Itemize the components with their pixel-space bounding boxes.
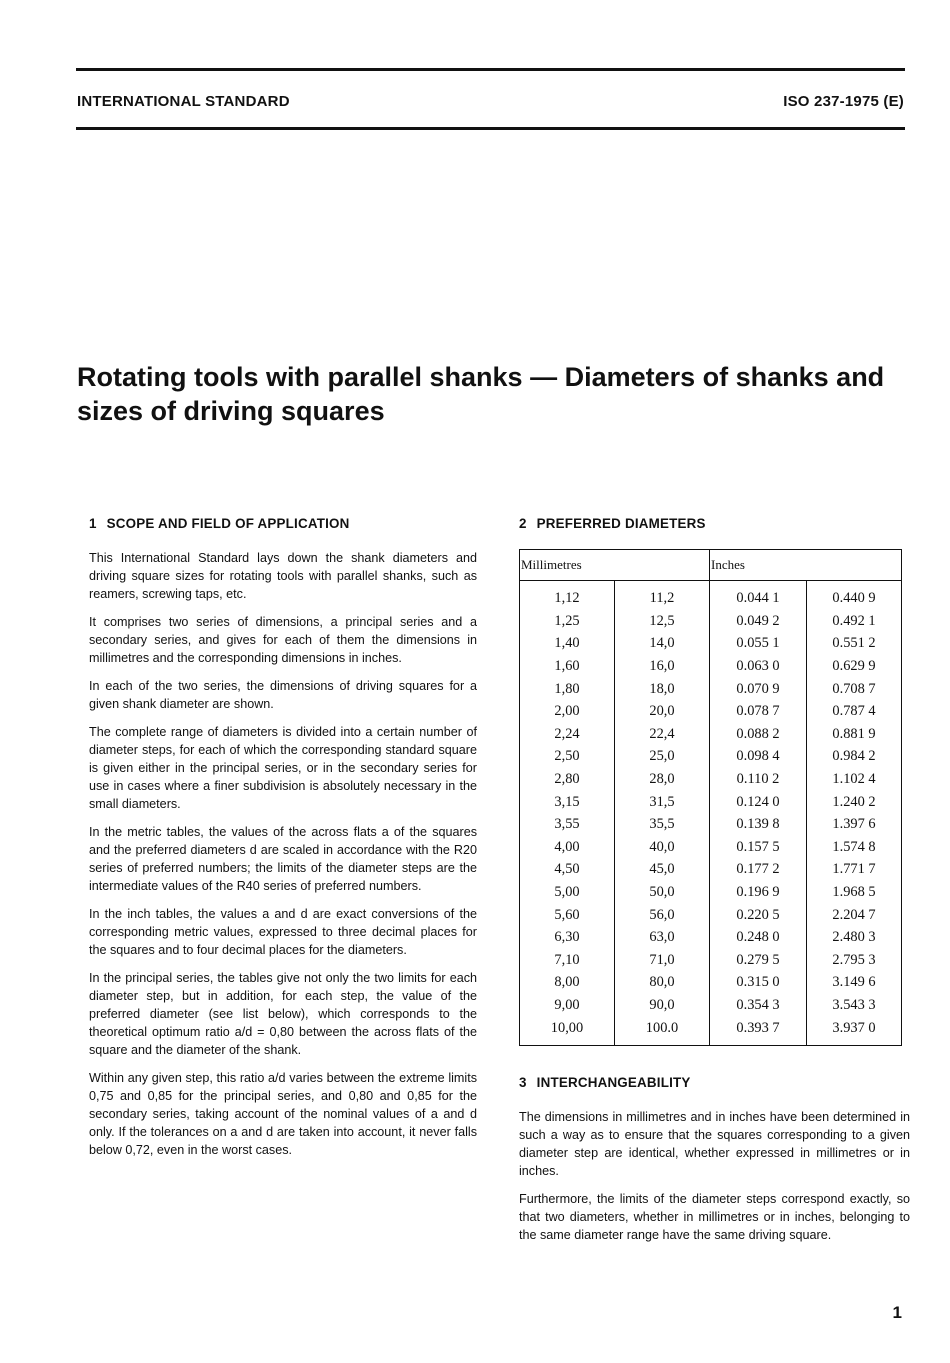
table-cell: 0.139 8 bbox=[710, 813, 807, 836]
section-1-paragraph: It comprises two series of dimensions, a principal series and a secondary series, and gives for each of them the dimensions in millimetres and the corresponding dimensions in inches. bbox=[89, 615, 477, 665]
table-row bbox=[520, 700, 902, 723]
table-cell: 0.088 2 bbox=[710, 723, 807, 746]
section-2-heading bbox=[519, 515, 910, 533]
header-bottom-rule bbox=[76, 127, 905, 130]
table-cell: 0.881 9 bbox=[807, 723, 902, 746]
table-row bbox=[520, 581, 902, 610]
table-cell: 28,0 bbox=[615, 768, 710, 791]
table-cell: 0.196 9 bbox=[710, 881, 807, 904]
table-cell: 0.177 2 bbox=[710, 858, 807, 881]
table-cell: 4,00 bbox=[520, 836, 615, 859]
table-cell: 45,0 bbox=[615, 858, 710, 881]
table-row bbox=[520, 836, 902, 859]
table-cell: 90,0 bbox=[615, 994, 710, 1017]
table-row bbox=[520, 790, 902, 813]
table-cell: 9,00 bbox=[520, 994, 615, 1017]
section-1-paragraph: The complete range of diameters is divided into a certain number of diameter steps, for each of which the corresponding standard square is given either in the principal series, or in the secondary series for use in cases where a finer subdivision is absolutely necessary in the small diameters. bbox=[89, 725, 477, 811]
table-cell: 11,2 bbox=[615, 581, 710, 610]
preferred-diameters-table bbox=[519, 549, 902, 1046]
table-cell: 2,50 bbox=[520, 745, 615, 768]
table-cell: 12,5 bbox=[615, 610, 710, 633]
table-body bbox=[520, 581, 902, 1046]
table-row bbox=[520, 994, 902, 1017]
section-3-heading bbox=[519, 1074, 910, 1092]
table-cell: 18,0 bbox=[615, 677, 710, 700]
table-cell: 100.0 bbox=[615, 1016, 710, 1045]
left-column bbox=[89, 515, 477, 1169]
table-cell: 2,00 bbox=[520, 700, 615, 723]
table-cell: 4,50 bbox=[520, 858, 615, 881]
table-cell: 2,80 bbox=[520, 768, 615, 791]
table-row bbox=[520, 949, 902, 972]
section-3-paragraph: The dimensions in millimetres and in inches have been determined in such a way as to ensure that the squares corresponding to a given diameter step are identical, whether expressed in millimetres or in inches. bbox=[519, 1109, 910, 1178]
table-cell: 0.049 2 bbox=[710, 610, 807, 633]
table-cell: 1,80 bbox=[520, 677, 615, 700]
table-cell: 0.248 0 bbox=[710, 926, 807, 949]
table-cell: 1,25 bbox=[520, 610, 615, 633]
document-title: Rotating tools with parallel shanks — Diameters of shanks and sizes of driving squares bbox=[77, 362, 885, 426]
table-row bbox=[520, 926, 902, 949]
table-cell: 16,0 bbox=[615, 655, 710, 678]
table-cell: 5,60 bbox=[520, 903, 615, 926]
section-3-number: 3 bbox=[519, 1074, 527, 1090]
table-row bbox=[520, 881, 902, 904]
table-cell: 0.110 2 bbox=[710, 768, 807, 791]
table-cell: 56,0 bbox=[615, 903, 710, 926]
table-row bbox=[520, 768, 902, 791]
section-1-heading bbox=[89, 515, 477, 533]
table-cell: 8,00 bbox=[520, 971, 615, 994]
table-cell: 6,30 bbox=[520, 926, 615, 949]
table-cell: 0.787 4 bbox=[807, 700, 902, 723]
header-top-rule bbox=[76, 68, 905, 71]
table-cell: 1.102 4 bbox=[807, 768, 902, 791]
table-cell: 20,0 bbox=[615, 700, 710, 723]
table-cell: 2.480 3 bbox=[807, 926, 902, 949]
table-cell: 3.937 0 bbox=[807, 1016, 902, 1045]
section-1-paragraph: In the inch tables, the values a and d are exact conversions of the corresponding metric values, expressed to three decimal places for the squares and to four decimal places for the diameters. bbox=[89, 907, 477, 957]
table-cell: 5,00 bbox=[520, 881, 615, 904]
section-2-title: PREFERRED DIAMETERS bbox=[536, 516, 706, 531]
section-1-paragraph: In the principal series, the tables give not only the two limits for each diameter step, but in addition, for each step, the value of the preferred diameter (see list below), which corresponds to the theoretical optimum ratio a/d = 0,80 between the across flats of the square and the diameter of the shank. bbox=[89, 971, 477, 1057]
table-cell: 10,00 bbox=[520, 1016, 615, 1045]
table-cell: 3,55 bbox=[520, 813, 615, 836]
table-row bbox=[520, 858, 902, 881]
table-cell: 0.044 1 bbox=[710, 581, 807, 610]
section-3-title: INTERCHANGEABILITY bbox=[536, 1074, 691, 1090]
table-cell: 50,0 bbox=[615, 881, 710, 904]
table-cell: 2.204 7 bbox=[807, 903, 902, 926]
table-cell: 40,0 bbox=[615, 836, 710, 859]
table-cell: 1.240 2 bbox=[807, 790, 902, 813]
table-cell: 63,0 bbox=[615, 926, 710, 949]
table-row bbox=[520, 813, 902, 836]
table-cell: 1.574 8 bbox=[807, 836, 902, 859]
table-row bbox=[520, 610, 902, 633]
table-row bbox=[520, 632, 902, 655]
inches-header: Inches bbox=[710, 550, 902, 581]
table-cell: 1.397 6 bbox=[807, 813, 902, 836]
table-cell: 0.708 7 bbox=[807, 677, 902, 700]
table-cell: 71,0 bbox=[615, 949, 710, 972]
table-cell: 0.063 0 bbox=[710, 655, 807, 678]
section-1-paragraph: In the metric tables, the values of the across flats a of the squares and the preferred diameters d are scaled in accordance with the R20 series of preferred numbers; the limits of the diameter steps are the intermediate values of the R40 series of preferred numbers. bbox=[89, 825, 477, 893]
table-cell: 0.629 9 bbox=[807, 655, 902, 678]
section-2-number: 2 bbox=[519, 516, 527, 531]
table-cell: 0.078 7 bbox=[710, 700, 807, 723]
table-cell: 0.492 1 bbox=[807, 610, 902, 633]
table-cell: 7,10 bbox=[520, 949, 615, 972]
table-cell: 1.771 7 bbox=[807, 858, 902, 881]
table-cell: 0.055 1 bbox=[710, 632, 807, 655]
table-cell: 25,0 bbox=[615, 745, 710, 768]
table-row bbox=[520, 745, 902, 768]
table-cell: 3.149 6 bbox=[807, 971, 902, 994]
table-cell: 14,0 bbox=[615, 632, 710, 655]
table-cell: 1,60 bbox=[520, 655, 615, 678]
table-cell: 0.440 9 bbox=[807, 581, 902, 610]
table-cell: 35,5 bbox=[615, 813, 710, 836]
right-column bbox=[519, 515, 910, 1254]
table-cell: 1,12 bbox=[520, 581, 615, 610]
table-row bbox=[520, 903, 902, 926]
section-1-title: SCOPE AND FIELD OF APPLICATION bbox=[106, 516, 350, 531]
standard-number: ISO 237-1975 (E) bbox=[783, 93, 904, 110]
table-cell: 1.968 5 bbox=[807, 881, 902, 904]
section-1-paragraph: This International Standard lays down the shank diameters and driving square sizes for rotating tools with parallel shanks, such as reamers, screwing taps, etc. bbox=[89, 551, 477, 601]
table-cell: 0.279 5 bbox=[710, 949, 807, 972]
table-cell: 3,15 bbox=[520, 790, 615, 813]
table-cell: 0.157 5 bbox=[710, 836, 807, 859]
table-cell: 0.070 9 bbox=[710, 677, 807, 700]
table-cell: 0.984 2 bbox=[807, 745, 902, 768]
table-cell: 3.543 3 bbox=[807, 994, 902, 1017]
document-type-label: INTERNATIONAL STANDARD bbox=[77, 93, 290, 110]
section-3-paragraph: Furthermore, the limits of the diameter steps correspond exactly, so that two diameters, whether in millimetres or in inches, belonging to the same diameter range have the same driving square. bbox=[519, 1191, 910, 1242]
millimetres-header: Millimetres bbox=[520, 550, 710, 581]
table-cell: 0.098 4 bbox=[710, 745, 807, 768]
table-cell: 0.551 2 bbox=[807, 632, 902, 655]
table-row bbox=[520, 971, 902, 994]
table-row bbox=[520, 723, 902, 746]
section-1-number: 1 bbox=[89, 516, 97, 531]
table-cell: 0.393 7 bbox=[710, 1016, 807, 1045]
table-row bbox=[520, 677, 902, 700]
table-cell: 2.795 3 bbox=[807, 949, 902, 972]
page-number: 1 bbox=[892, 1303, 902, 1322]
table-cell: 0.315 0 bbox=[710, 971, 807, 994]
table-cell: 0.124 0 bbox=[710, 790, 807, 813]
table-row bbox=[520, 655, 902, 678]
section-1-paragraph: Within any given step, this ratio a/d varies between the extreme limits 0,75 and 0,85 for the principal series, and 0,80 and 0,85 for the secondary series, taking account of the nominal values of a and d only. If the tolerances on a and d are taken into account, it never falls below 0,72, even in the worst cases. bbox=[89, 1071, 477, 1157]
table-cell: 22,4 bbox=[615, 723, 710, 746]
table-cell: 1,40 bbox=[520, 632, 615, 655]
table-header-row bbox=[520, 550, 902, 581]
table-cell: 0.354 3 bbox=[710, 994, 807, 1017]
section-1-paragraph: In each of the two series, the dimensions of driving squares for a given shank diameter are shown. bbox=[89, 679, 477, 711]
table-cell: 2,24 bbox=[520, 723, 615, 746]
table-cell: 80,0 bbox=[615, 971, 710, 994]
table-cell: 0.220 5 bbox=[710, 903, 807, 926]
table-cell: 31,5 bbox=[615, 790, 710, 813]
table-row bbox=[520, 1016, 902, 1045]
